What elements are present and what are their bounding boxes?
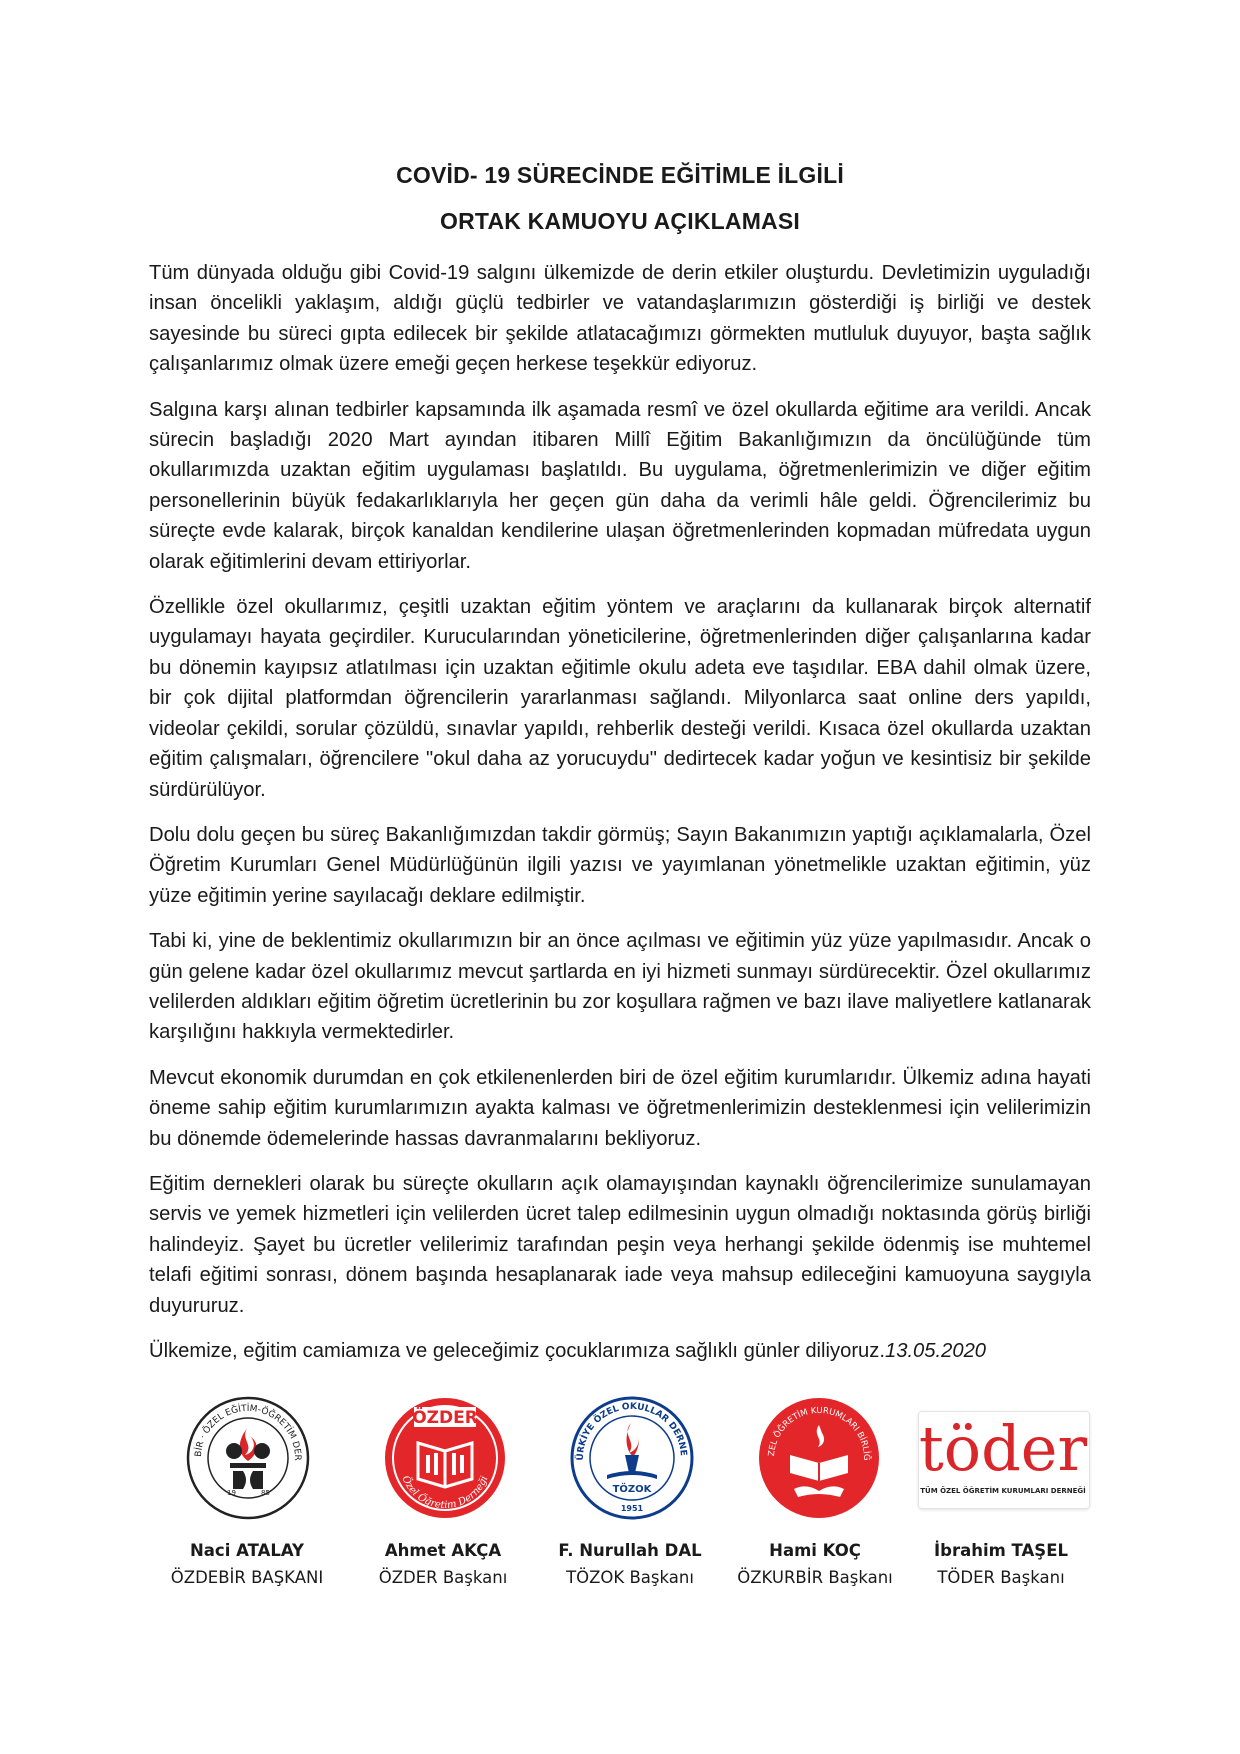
paragraph-5: Tabi ki, yine de beklentimiz okullarımızın bir an önce açılması ve eğitimin yüz yüze yapılmasıdır. Ancak o gün gelene kadar özel okullarımız mevcut şartlarda en iyi hizmeti sunmayı sürdürecektir. Özel okullarımız velilerden aldıkları eğitim öğretim ücretlerinin bu zor koşullara rağmen ve bazı ilave maliyetlere katlanarak karşılığını hakkıyla vermektedirler. (149, 930, 1091, 1044)
paragraph-3: Özellikle özel okullarımız, çeşitli uzaktan eğitim yöntem ve araçlarını da kullanarak birçok alternatif uygulamayı hayata geçirdiler. Kurucularından yöneticilerine, öğretmenlerinden diğer çalışanlarına kadar bu dönemin kayıpsız atlatılması için uzaktan eğitimle okulu adeta eve taşıdılar. EBA dahil olmak üzere, bir çok dijital platformdan öğrencilerin yararlanması sağlandı. Milyonlarca saat online ders yapıldı, videolar çekildi, sorular çözüldü, sınavlar yapıldı, rehberlik desteği verildi. Kısaca özel okullarda uzaktan eğitim çalışmaları, öğrencilere "okul daha az yorucuydu" dedirtecek kadar yoğun ve kesintisiz bir şekilde sürdürülüyor. (149, 596, 1091, 801)
tozok-torch-icon (567, 1393, 697, 1523)
tozok-logo (567, 1393, 697, 1523)
svg-text:ÖZEL ÖĞRETİM KURUMLARI BİRLİĞİ: ZEL ÖĞRETİM KURUMLARI BİRLİĞ (766, 1405, 872, 1461)
svg-text:TÖZOK: TÖZOK (612, 1484, 652, 1495)
signature-title: ÖZDER Başkanı (378, 1568, 508, 1587)
toder-logo (918, 1411, 1088, 1511)
toder-wordmark-text: töder (918, 1412, 1088, 1485)
ozder-logo (380, 1393, 510, 1523)
ozdebir-logo (183, 1393, 313, 1523)
signature-name: Hami KOÇ (769, 1541, 861, 1560)
signature-title: ÖZKURBİR Başkanı (737, 1568, 893, 1587)
document-date: 13.05.2020 (884, 1340, 987, 1362)
signature-name: İbrahim TAŞEL (934, 1541, 1068, 1560)
svg-text:1951: 1951 (620, 1504, 644, 1513)
signature-title: ÖZDEBİR BAŞKANI (170, 1568, 324, 1587)
logo-row (0, 1393, 1240, 1523)
paragraph-6: Mevcut ekonomik durumdan en çok etkilenenlerden biri de özel eğitim kurumlarıdır. Ülkemiz adına hayati öneme sahip eğitim kurumlarımızın ayakta kalması ve öğretmenlerimizin desteklenmesi için velilerimizin bu dönemde ödemelerinde hassas davranmalarını bekliyoruz. (149, 1066, 1091, 1150)
toder-wordmark (918, 1413, 1088, 1485)
svg-text:Özel Öğretim Derneği: Özel Öğretim Derneği (399, 1474, 491, 1512)
toder-subtitle: TÜM ÖZEL ÖĞRETİM KURUMLARI DERNEĞİ (920, 1487, 1086, 1495)
signature-name: Naci ATALAY (189, 1541, 304, 1560)
closing-paragraph (149, 1336, 1091, 1366)
signature-name: Ahmet AKÇA (384, 1541, 502, 1560)
signature-title: TÖZOK Başkanı (566, 1568, 694, 1587)
paragraph-7: Eğitim dernekleri olarak bu süreçte okulların açık olamayışından kaynaklı öğrencilerimize sunulamayan servis ve yemek hizmetleri için velilerden ücret talep edilmesinin uygun olmadığı noktasında görüş birliği halindeyiz. Şayet bu ücretler velilerimiz tarafından peşin veya herhangi şekilde ödenmiş ise muhtemel telafi eğitimi sonrası, dönem başında hesaplanarak iade veya mahsup edileceğini kamuoyuna saygıyla duyururuz. (149, 1172, 1091, 1317)
paragraph-4: Dolu dolu geçen bu süreç Bakanlığımızdan takdir görmüş; Sayın Bakanımızın yaptığı açıklamalarla, Özel Öğretim Kurumları Genel Müdürlüğünün ilgili yazısı ve yayımlanan yönetmelikle uzaktan eğitimin, yüz yüze eğitimin yerine sayılacağı deklare edilmiştir. (149, 823, 1091, 907)
ozkurbir-handshake-icon (754, 1393, 884, 1523)
svg-text:85: 85 (261, 1489, 270, 1497)
ozkurbir-logo (754, 1393, 884, 1523)
closing-text: Ülkemize, eğitim camiamıza ve geleceğimiz çocuklarımıza sağlıklı günler diliyoruz. (149, 1340, 885, 1362)
paragraph-2: Salgına karşı alınan tedbirler kapsamında ilk aşamada resmî ve özel okullarda eğitime ara verildi. Ancak sürecin başladığı 2020 Mart ayından itibaren Millî Eğitim Bakanlığımızın da öncülüğünde tüm okullarımızda uzaktan eğitim uygulaması başlatıldı. Bu uygulama, öğretmenlerimizin ve diğer eğitim personellerinin büyük fedakarlıklarıyla her geçen gün daha da verimli hâle geldi. Öğrencilerimiz bu süreçte evde kalarak, birçok kanaldan kendilerine ulaşan öğretmenlerinden kopmadan müfredata uygun olarak eğitimlerini devam ettiriyorlar. (149, 398, 1091, 573)
document-title-line1: COVİD- 19 SÜRECİNDE EĞİTİMLE İLGİLİ (396, 162, 844, 188)
signature-name: F. Nurullah DAL (558, 1541, 702, 1560)
svg-text:19: 19 (227, 1489, 236, 1497)
document-title-line2: ORTAK KAMUOYU AÇIKLAMASI (440, 208, 800, 234)
svg-text:ÖZDEBİR · ÖZEL EĞİTİM-ÖĞRETİM: BİR · ÖZEL EĞİTİM-ÖĞRETİM DER (193, 1403, 303, 1461)
paragraph-1: Tüm dünyada olduğu gibi Covid-19 salgını ülkemizde de derin etkiler oluşturdu. Devletimizin uyguladığı insan öncelikli yaklaşım, aldığı güçlü tedbirler ve vatandaşlarımızın gösterdiği iş birliği ve destek sayesinde bu süreci gıpta edilecek bir şekilde atlatacağımızı görmekten mutluluk duyuyor, başta sağlık çalışanlarımız olmak üzere emeği geçen herkese teşekkür ediyoruz. (149, 262, 1091, 376)
ozdebir-seal-icon (183, 1393, 313, 1523)
svg-text:ÖZDER: ÖZDER (412, 1408, 478, 1428)
ozder-book-icon (380, 1393, 510, 1523)
signature-title: TÖDER Başkanı (937, 1568, 1065, 1587)
svg-text:TÜRKİYE ÖZEL OKULLAR DERNEĞİ: ÜRKİYE ÖZEL OKULLAR DERNE (575, 1401, 689, 1461)
document-body (149, 258, 1091, 1381)
